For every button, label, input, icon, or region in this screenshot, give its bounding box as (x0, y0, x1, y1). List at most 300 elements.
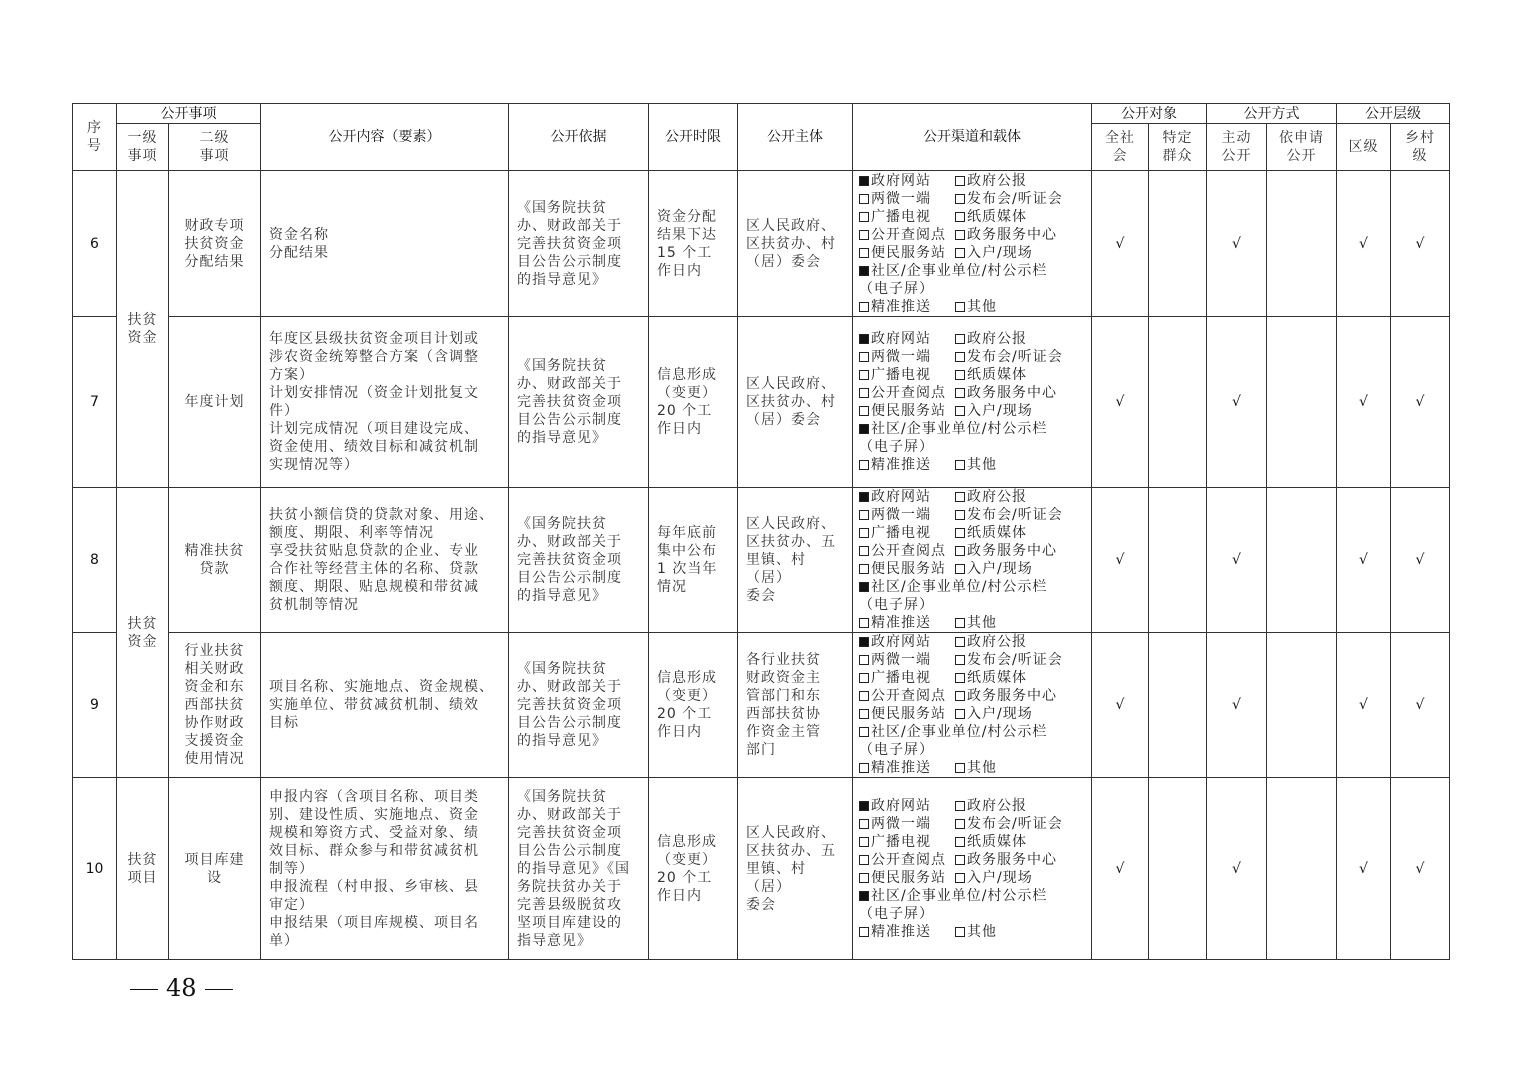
subject-cell: 区人民政府、 区扶贫办、五 里镇、村（居） 委会 (738, 488, 853, 633)
basis-cell: 《国务院扶贫 办、财政部关于 完善扶贫资金项 目公告公示制度 的指导意见》 (509, 633, 649, 778)
channel-line (859, 797, 1085, 815)
channel-option (955, 560, 1033, 578)
channel-option (859, 438, 934, 456)
unchecked-box-icon (859, 618, 869, 628)
subject-cell: 各行业扶贫 财政资金主 管部门和东 西部扶贫协 作资金主管 部门 (738, 633, 853, 778)
unchecked-box-icon (859, 546, 869, 556)
channel-option (859, 190, 955, 208)
channel-option (955, 190, 1063, 208)
checkmark: √ (1391, 488, 1450, 633)
channel-line (859, 560, 1085, 578)
channel-option (859, 420, 1047, 438)
channel-option (859, 687, 955, 705)
unchecked-box-icon (955, 873, 965, 883)
empty-cell (1267, 488, 1337, 633)
channel-label: 其他 (967, 457, 997, 473)
channel-option (859, 669, 955, 687)
channel-label: 其他 (967, 298, 997, 315)
checked-box-icon (859, 637, 869, 647)
channel-label: 社区/企事业单位/村公示栏 (871, 579, 1048, 595)
channel-label: 发布会/听证会 (967, 507, 1063, 523)
channel-label: 其他 (967, 615, 997, 631)
unchecked-box-icon (859, 673, 869, 683)
channel-option (955, 298, 997, 316)
unchecked-box-icon (955, 492, 965, 502)
unchecked-box-icon (955, 194, 965, 204)
channel-label: 社区/企事业单位/村公示栏 (871, 262, 1048, 279)
channel-label: 其他 (967, 760, 997, 776)
unchecked-box-icon (955, 637, 965, 647)
channel-label: 公开查阅点 (871, 226, 946, 243)
group-label: 扶贫 资金 (117, 171, 169, 488)
checkmark: √ (1391, 317, 1450, 488)
channel-label: 便民服务站 (871, 869, 946, 886)
channel-option (859, 614, 955, 632)
channel-option (955, 172, 1027, 190)
unchecked-box-icon (859, 873, 869, 883)
channel-line (859, 348, 1085, 366)
content-cell: 项目名称、实施地点、资金规模、 实施单位、带贫减贫机制、绩效 目标 (261, 633, 509, 778)
channel-line (859, 172, 1085, 190)
channel-line (859, 488, 1085, 506)
channel-label: 发布会/听证会 (967, 652, 1063, 668)
deadline-cell: 资金分配 结果下达 15 个工 作日内 (649, 171, 738, 317)
channel-option (859, 384, 955, 402)
channel-option (955, 833, 1027, 851)
channel-option (955, 348, 1063, 366)
unchecked-box-icon (859, 837, 869, 847)
checked-box-icon (859, 801, 869, 811)
sub-item: 行业扶贫 相关财政 资金和东 西部扶贫 协作财政 支援资金 使用情况 (169, 633, 261, 778)
channel-line (859, 402, 1085, 420)
unchecked-box-icon (955, 673, 965, 683)
unchecked-box-icon (955, 691, 965, 701)
channel-option (955, 923, 997, 941)
channel-label: 纸质媒体 (967, 525, 1027, 541)
channel-label: 纸质媒体 (967, 833, 1027, 850)
unchecked-box-icon (859, 212, 869, 222)
header-deadline: 公开时限 (649, 104, 738, 171)
channel-option (859, 797, 955, 815)
checked-box-icon (859, 582, 869, 592)
channel-label: （电子屏） (859, 280, 934, 297)
channel-label: 便民服务站 (871, 244, 946, 261)
channel-line (859, 869, 1085, 887)
channel-option (955, 687, 1057, 705)
unchecked-box-icon (955, 176, 965, 186)
channel-label: 公开查阅点 (871, 543, 946, 559)
content-cell: 资金名称 分配结果 (261, 171, 509, 317)
checkmark: √ (1337, 488, 1391, 633)
checkmark: √ (1337, 317, 1391, 488)
unchecked-box-icon (955, 819, 965, 829)
channel-line (859, 384, 1085, 402)
channel-line (859, 262, 1085, 280)
unchecked-box-icon (859, 727, 869, 737)
unchecked-box-icon (859, 655, 869, 665)
header-method: 公开方式 (1207, 104, 1337, 124)
channel-option (859, 596, 934, 614)
channel-label: 纸质媒体 (967, 367, 1027, 383)
unchecked-box-icon (955, 248, 965, 258)
checkmark: √ (1337, 171, 1391, 317)
content-cell: 申报内容（含项目名称、项目类 别、建设性质、实施地点、资金 规模和筹资方式、受益对象、绩 效目标、群众参与和带贫减贫机 制等） 申报流程（村申报、乡审核、县 审定） 申报结果（项目库规模、项目名 单） (261, 778, 509, 960)
table-row (73, 778, 1450, 960)
channel-label: 其他 (967, 923, 997, 940)
unchecked-box-icon (859, 528, 869, 538)
channel-line (859, 280, 1085, 298)
channel-label: 社区/企事业单位/村公示栏 (871, 724, 1048, 740)
channel-line (859, 723, 1085, 741)
channel-option (859, 560, 955, 578)
channel-option (859, 851, 955, 869)
unchecked-box-icon (859, 194, 869, 204)
channel-line (859, 596, 1085, 614)
channel-label: 广播电视 (871, 525, 931, 541)
unchecked-box-icon (859, 248, 869, 258)
channel-label: 两微一端 (871, 349, 931, 365)
checkmark: √ (1391, 778, 1450, 960)
unchecked-box-icon (859, 855, 869, 865)
channel-option (859, 456, 955, 474)
checked-box-icon (859, 266, 869, 276)
table-row (73, 317, 1450, 488)
unchecked-box-icon (955, 388, 965, 398)
channel-line (859, 366, 1085, 384)
header-method-active: 主动 公开 (1207, 124, 1267, 171)
page-number: 48 (166, 974, 197, 1002)
channel-option (859, 262, 1047, 280)
channel-option (859, 869, 955, 887)
unchecked-box-icon (859, 230, 869, 240)
row-number: 10 (73, 778, 117, 960)
channel-label: 公开查阅点 (871, 385, 946, 401)
checkmark: √ (1207, 171, 1267, 317)
channel-line (859, 887, 1085, 905)
channel-option (859, 887, 1047, 905)
header-level-district: 区级 (1337, 124, 1391, 171)
channel-line (859, 244, 1085, 262)
channel-option (955, 488, 1027, 506)
channel-label: 便民服务站 (871, 403, 946, 419)
unchecked-box-icon (859, 352, 869, 362)
channel-label: 精准推送 (871, 760, 931, 776)
channel-label: 政府网站 (871, 331, 931, 347)
channel-option (859, 578, 1047, 596)
channel-option (859, 923, 955, 941)
empty-cell (1267, 317, 1337, 488)
channel-label: 便民服务站 (871, 706, 946, 722)
channel-option (859, 705, 955, 723)
channel-label: 政府公报 (967, 331, 1027, 347)
empty-cell (1149, 488, 1207, 633)
empty-cell (1149, 171, 1207, 317)
unchecked-box-icon (955, 370, 965, 380)
unchecked-box-icon (955, 709, 965, 719)
unchecked-box-icon (859, 406, 869, 416)
checkmark: √ (1092, 171, 1149, 317)
channel-label: （电子屏） (859, 439, 934, 455)
channel-option (955, 542, 1057, 560)
unchecked-box-icon (955, 352, 965, 362)
channel-label: 广播电视 (871, 670, 931, 686)
channel-option (955, 402, 1033, 420)
channel-label: 政务服务中心 (967, 385, 1057, 401)
channel-option (955, 614, 997, 632)
unchecked-box-icon (955, 763, 965, 773)
table-row (73, 488, 1450, 633)
channel-line (859, 190, 1085, 208)
channel-option (859, 488, 955, 506)
channel-line (859, 851, 1085, 869)
channels-cell (853, 778, 1092, 960)
channel-option (955, 869, 1033, 887)
header-row-1 (73, 104, 1450, 124)
unchecked-box-icon (955, 302, 965, 312)
channel-option (859, 348, 955, 366)
channel-label: 广播电视 (871, 833, 931, 850)
deadline-cell: 信息形成 （变更） 20 个工 作日内 (649, 778, 738, 960)
header-subject: 公开主体 (738, 104, 853, 171)
header-content: 公开内容（要素） (261, 104, 509, 171)
channel-label: 政务服务中心 (967, 226, 1057, 243)
basis-cell: 《国务院扶贫 办、财政部关于 完善扶贫资金项 目公告公示制度 的指导意见》 (509, 488, 649, 633)
unchecked-box-icon (859, 388, 869, 398)
channel-option (859, 651, 955, 669)
channel-line (859, 905, 1085, 923)
checkmark: √ (1337, 633, 1391, 778)
group-label: 扶贫 项目 (117, 778, 169, 960)
channel-line (859, 456, 1085, 474)
channel-option (859, 226, 955, 244)
channel-label: （电子屏） (859, 905, 934, 922)
table-row (73, 633, 1450, 778)
checkmark: √ (1207, 317, 1267, 488)
channel-line (859, 923, 1085, 941)
page-footer (122, 974, 241, 1002)
checkmark: √ (1391, 171, 1450, 317)
channel-label: 精准推送 (871, 298, 931, 315)
channel-option (859, 330, 955, 348)
channel-label: 政府公报 (967, 634, 1027, 650)
subject-cell: 区人民政府、 区扶贫办、村 （居）委会 (738, 317, 853, 488)
unchecked-box-icon (859, 302, 869, 312)
channel-option (859, 815, 955, 833)
channel-option (955, 330, 1027, 348)
header-channels: 公开渠道和载体 (853, 104, 1092, 171)
channel-label: 纸质媒体 (967, 208, 1027, 225)
channel-label: 社区/企事业单位/村公示栏 (871, 887, 1048, 904)
sub-item: 年度计划 (169, 317, 261, 488)
basis-cell: 《国务院扶贫 办、财政部关于 完善扶贫资金项 目公告公示制度 的指导意见》《国 务院扶贫办关于 完善县级脱贫攻 坚项目库建设的 指导意见》 (509, 778, 649, 960)
empty-cell (1267, 171, 1337, 317)
header-level2: 二级 事项 (169, 124, 261, 171)
subject-cell: 区人民政府、 区扶贫办、五 里镇、村（居） 委会 (738, 778, 853, 960)
table-row (73, 171, 1450, 317)
channel-line (859, 741, 1085, 759)
channel-line (859, 438, 1085, 456)
channel-label: （电子屏） (859, 742, 934, 758)
channel-label: 两微一端 (871, 652, 931, 668)
footer-dash-left (130, 989, 158, 990)
unchecked-box-icon (955, 212, 965, 222)
channel-line (859, 651, 1085, 669)
checkmark: √ (1337, 778, 1391, 960)
checkmark: √ (1092, 778, 1149, 960)
header-level1: 一级 事项 (117, 124, 169, 171)
disclosure-table (72, 103, 1450, 960)
header-seq: 序 号 (73, 104, 117, 171)
unchecked-box-icon (859, 691, 869, 701)
header-public-items: 公开事项 (117, 104, 261, 124)
footer-dash-right (205, 989, 233, 990)
channel-option (859, 741, 934, 759)
content-cell: 扶贫小额信贷的贷款对象、用途、 额度、期限、利率等情况 享受扶贫贴息贷款的企业、专业 合作社等经营主体的名称、贷款 额度、期限、贴息规模和带贫减 贫机制等情况 (261, 488, 509, 633)
row-number: 8 (73, 488, 117, 633)
checked-box-icon (859, 176, 869, 186)
channel-line (859, 420, 1085, 438)
channel-option (859, 402, 955, 420)
channel-line (859, 330, 1085, 348)
channel-option (859, 208, 955, 226)
channel-label: 便民服务站 (871, 561, 946, 577)
row-number: 7 (73, 317, 117, 488)
channel-option (955, 244, 1033, 262)
channel-line (859, 687, 1085, 705)
sub-item: 项目库建 设 (169, 778, 261, 960)
sub-item: 财政专项 扶贫资金 分配结果 (169, 171, 261, 317)
channel-label: 入户/现场 (967, 561, 1033, 577)
channel-label: 两微一端 (871, 815, 931, 832)
subject-cell: 区人民政府、 区扶贫办、村 （居）委会 (738, 171, 853, 317)
channel-label: 政府网站 (871, 797, 931, 814)
channel-option (859, 366, 955, 384)
unchecked-box-icon (955, 618, 965, 628)
unchecked-box-icon (955, 655, 965, 665)
channel-label: 政务服务中心 (967, 543, 1057, 559)
channel-option (859, 833, 955, 851)
checked-box-icon (859, 891, 869, 901)
unchecked-box-icon (859, 370, 869, 380)
checked-box-icon (859, 492, 869, 502)
header-basis: 公开依据 (509, 104, 649, 171)
channel-option (955, 797, 1027, 815)
channel-label: 精准推送 (871, 923, 931, 940)
deadline-cell: 每年底前 集中公布 1 次当年 情况 (649, 488, 738, 633)
channel-option (955, 208, 1027, 226)
unchecked-box-icon (955, 460, 965, 470)
channels-cell (853, 633, 1092, 778)
channel-line (859, 833, 1085, 851)
header-target: 公开对象 (1092, 104, 1207, 124)
channel-option (859, 172, 955, 190)
unchecked-box-icon (955, 927, 965, 937)
channel-option (955, 384, 1057, 402)
empty-cell (1149, 633, 1207, 778)
channel-label: 发布会/听证会 (967, 190, 1063, 207)
channel-option (955, 226, 1057, 244)
channel-option (859, 506, 955, 524)
channels-cell (853, 171, 1092, 317)
unchecked-box-icon (955, 406, 965, 416)
channel-label: 发布会/听证会 (967, 815, 1063, 832)
empty-cell (1267, 633, 1337, 778)
checked-box-icon (859, 334, 869, 344)
header-level: 公开层级 (1337, 104, 1450, 124)
channel-label: 纸质媒体 (967, 670, 1027, 686)
row-number: 9 (73, 633, 117, 778)
channels-cell (853, 488, 1092, 633)
deadline-cell: 信息形成 （变更） 20 个工 作日内 (649, 633, 738, 778)
channel-label: 政府公报 (967, 797, 1027, 814)
channel-line (859, 298, 1085, 316)
unchecked-box-icon (859, 927, 869, 937)
unchecked-box-icon (859, 763, 869, 773)
channel-option (859, 759, 955, 777)
channel-label: 入户/现场 (967, 706, 1033, 722)
channel-label: 入户/现场 (967, 869, 1033, 886)
unchecked-box-icon (955, 334, 965, 344)
channel-option (955, 633, 1027, 651)
channel-label: 政府公报 (967, 489, 1027, 505)
channel-line (859, 542, 1085, 560)
unchecked-box-icon (859, 709, 869, 719)
channel-line (859, 815, 1085, 833)
channel-label: 政务服务中心 (967, 688, 1057, 704)
basis-cell: 《国务院扶贫 办、财政部关于 完善扶贫资金项 目公告公示制度 的指导意见》 (509, 317, 649, 488)
empty-cell (1267, 778, 1337, 960)
unchecked-box-icon (955, 801, 965, 811)
channel-label: 精准推送 (871, 457, 931, 473)
channel-option (955, 815, 1063, 833)
channel-label: 政府公报 (967, 172, 1027, 189)
channel-label: 广播电视 (871, 367, 931, 383)
channel-label: 政府网站 (871, 489, 931, 505)
channel-line (859, 578, 1085, 596)
unchecked-box-icon (859, 564, 869, 574)
row-number: 6 (73, 171, 117, 317)
channel-option (955, 759, 997, 777)
channel-option (955, 366, 1027, 384)
channel-label: （电子屏） (859, 597, 934, 613)
unchecked-box-icon (955, 230, 965, 240)
checkmark: √ (1391, 633, 1450, 778)
unchecked-box-icon (859, 510, 869, 520)
checkmark: √ (1207, 778, 1267, 960)
sub-item: 精准扶贫 贷款 (169, 488, 261, 633)
channel-label: 入户/现场 (967, 403, 1033, 419)
group-label: 扶贫 资金 (117, 488, 169, 778)
channel-line (859, 506, 1085, 524)
checkmark: √ (1092, 633, 1149, 778)
channel-label: 发布会/听证会 (967, 349, 1063, 365)
channel-option (859, 542, 955, 560)
channel-line (859, 633, 1085, 651)
channel-option (955, 524, 1027, 542)
channel-line (859, 759, 1085, 777)
unchecked-box-icon (955, 510, 965, 520)
channel-label: 政府网站 (871, 172, 931, 189)
unchecked-box-icon (859, 819, 869, 829)
checkmark: √ (1092, 488, 1149, 633)
header-target-specific: 特定 群众 (1149, 124, 1207, 171)
header-target-all: 全社 会 (1092, 124, 1149, 171)
header-method-request: 依申请 公开 (1267, 124, 1337, 171)
channel-option (955, 456, 997, 474)
channel-label: 入户/现场 (967, 244, 1033, 261)
channel-line (859, 208, 1085, 226)
channel-option (859, 244, 955, 262)
